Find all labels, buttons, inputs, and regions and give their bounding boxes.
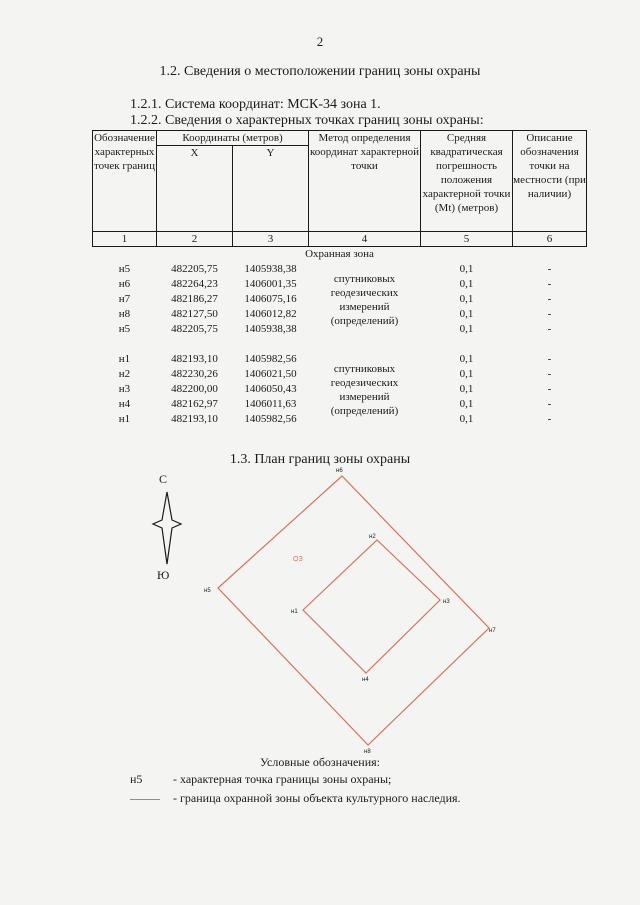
error-cell: 0,1 — [459, 263, 474, 275]
section-heading-1-2: 1.2. Сведения о местоположении границ зоны охраны — [159, 64, 481, 79]
boundary-point-label: н1 — [291, 609, 298, 615]
boundary-point-label: н3 — [443, 599, 450, 605]
description-cell: - — [547, 368, 552, 380]
x-cell: 482200,00 — [171, 383, 218, 395]
method-cell: спутниковых геодезических измерений (определений) — [330, 272, 399, 327]
error-cell: 0,1 — [459, 308, 474, 320]
error-cell: 0,1 — [459, 383, 474, 395]
boundary-point-label: н5 — [204, 588, 211, 594]
point-cell: н1 — [118, 353, 131, 365]
column-number-cell: 1 — [93, 232, 157, 247]
zone-label: Охранная зона — [305, 248, 374, 260]
x-cell: 482186,27 — [171, 293, 218, 305]
y-cell: 1405938,38 — [244, 263, 297, 275]
page-number: 2 — [316, 34, 324, 49]
north-label: С — [159, 472, 168, 486]
legend-point-text: - характерная точка границы зоны охраны; — [173, 772, 392, 786]
y-cell: 1406001,35 — [244, 278, 297, 290]
header-point-designation: Обозначение характерных точек границ — [93, 131, 157, 232]
x-cell: 482193,10 — [171, 353, 218, 365]
point-cell: н6 — [118, 278, 131, 290]
description-cell: - — [547, 383, 552, 395]
error-cell: 0,1 — [459, 398, 474, 410]
coordinate-system-line: 1.2.1. Система координат: МСК-34 зона 1. — [130, 97, 381, 112]
x-cell: 482205,75 — [171, 323, 218, 335]
error-cell: 0,1 — [459, 413, 474, 425]
compass-rose-icon — [153, 492, 181, 564]
inner-boundary — [303, 540, 440, 673]
zone-code-label: ОЗ — [293, 556, 303, 563]
header-method: Метод определения координат характерной точки — [309, 131, 421, 232]
y-cell: 1406021,50 — [244, 368, 297, 380]
description-cell: - — [547, 323, 552, 335]
error-cell: 0,1 — [459, 323, 474, 335]
boundary-point-label: н4 — [362, 677, 369, 683]
description-cell: - — [547, 398, 552, 410]
point-cell: н3 — [118, 383, 131, 395]
column-number-cell: 3 — [233, 232, 309, 247]
x-cell: 482264,23 — [171, 278, 218, 290]
x-cell: 482127,50 — [171, 308, 218, 320]
point-cell: н1 — [118, 413, 131, 425]
legend-line-swatch — [130, 799, 160, 800]
description-cell: - — [547, 293, 552, 305]
x-cell: 482193,10 — [171, 413, 218, 425]
point-cell: н7 — [118, 293, 131, 305]
error-cell: 0,1 — [459, 368, 474, 380]
description-cell: - — [547, 308, 552, 320]
section-heading-1-3: 1.3. План границ зоны охраны — [229, 452, 411, 467]
legend-line — [130, 791, 461, 806]
x-cell: 482162,97 — [171, 398, 218, 410]
description-cell: - — [547, 263, 552, 275]
error-cell: 0,1 — [459, 353, 474, 365]
description-cell: - — [547, 353, 552, 365]
point-cell: н8 — [118, 308, 131, 320]
header-y: Y — [233, 146, 309, 232]
y-cell: 1406011,63 — [244, 398, 297, 410]
column-number-cell: 4 — [309, 232, 421, 247]
boundary-point-label: н2 — [369, 534, 376, 540]
method-cell: спутниковых геодезических измерений (определений) — [330, 362, 399, 417]
y-cell: 1405982,56 — [244, 413, 297, 425]
point-cell: н2 — [118, 368, 131, 380]
legend-point-symbol: н5 — [130, 772, 143, 786]
column-number-cell: 5 — [421, 232, 513, 247]
header-x: X — [157, 146, 233, 232]
boundary-point-label: н6 — [336, 468, 343, 474]
y-cell: 1406075,16 — [244, 293, 297, 305]
description-cell: - — [547, 413, 552, 425]
error-cell: 0,1 — [459, 293, 474, 305]
header-error: Средняя квадратическая погрешность положения характерной точки (Mt) (метров) — [421, 131, 513, 232]
y-cell: 1406012,82 — [244, 308, 297, 320]
point-cell: н5 — [118, 323, 131, 335]
y-cell: 1405982,56 — [244, 353, 297, 365]
error-cell: 0,1 — [459, 278, 474, 290]
y-cell: 1405938,38 — [244, 323, 297, 335]
header-coordinates: Координаты (метров) — [157, 131, 309, 146]
point-cell: н4 — [118, 398, 131, 410]
y-cell: 1406050,43 — [244, 383, 297, 395]
column-number-cell: 2 — [157, 232, 233, 247]
outer-boundary — [218, 476, 489, 745]
south-label: Ю — [157, 568, 170, 582]
boundary-point-label: н7 — [489, 628, 496, 634]
x-cell: 482205,75 — [171, 263, 218, 275]
legend-point — [130, 772, 391, 787]
points-info-line: 1.2.2. Сведения о характерных точках границ зоны охраны: — [130, 113, 484, 128]
legend-title: Условные обозначения: — [259, 755, 381, 769]
x-cell: 482230,26 — [171, 368, 218, 380]
point-cell: н5 — [118, 263, 131, 275]
boundary-point-label: н8 — [364, 749, 371, 755]
header-description: Описание обозначения точки на местности (при наличии) — [513, 131, 587, 232]
description-cell: - — [547, 278, 552, 290]
legend-line-text: - граница охранной зоны объекта культурного наследия. — [173, 791, 461, 805]
column-number-cell: 6 — [513, 232, 587, 247]
